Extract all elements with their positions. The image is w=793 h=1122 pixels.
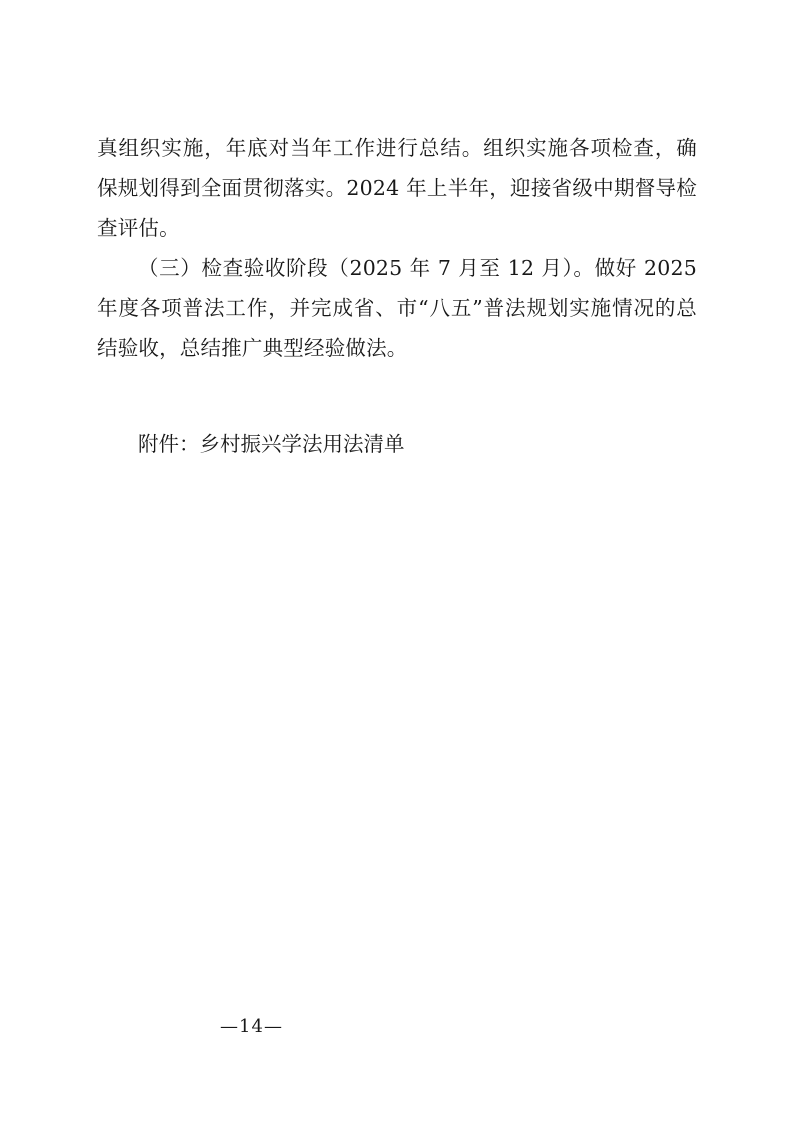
paragraph-continued: 真组织实施，年底对当年工作进行总结。组织实施各项检查，确保规划得到全面贯彻落实。2024 年上半年，迎接省级中期督导检查评估。 bbox=[97, 136, 697, 240]
page-number: —14— bbox=[220, 1016, 283, 1037]
paragraph-section-three: （三）检查验收阶段（2025 年 7 月至 12 月）。做好 2025 年度各项普法工作，并完成省、市“八五”普法规划实施情况的总结验收，总结推广典型经验做法。 bbox=[97, 256, 697, 360]
attachment-line: 附件：乡村振兴学法用法清单 bbox=[138, 432, 405, 456]
paragraph-spacer bbox=[97, 368, 697, 424]
document-body bbox=[97, 128, 697, 464]
page-footer bbox=[0, 1016, 793, 1037]
